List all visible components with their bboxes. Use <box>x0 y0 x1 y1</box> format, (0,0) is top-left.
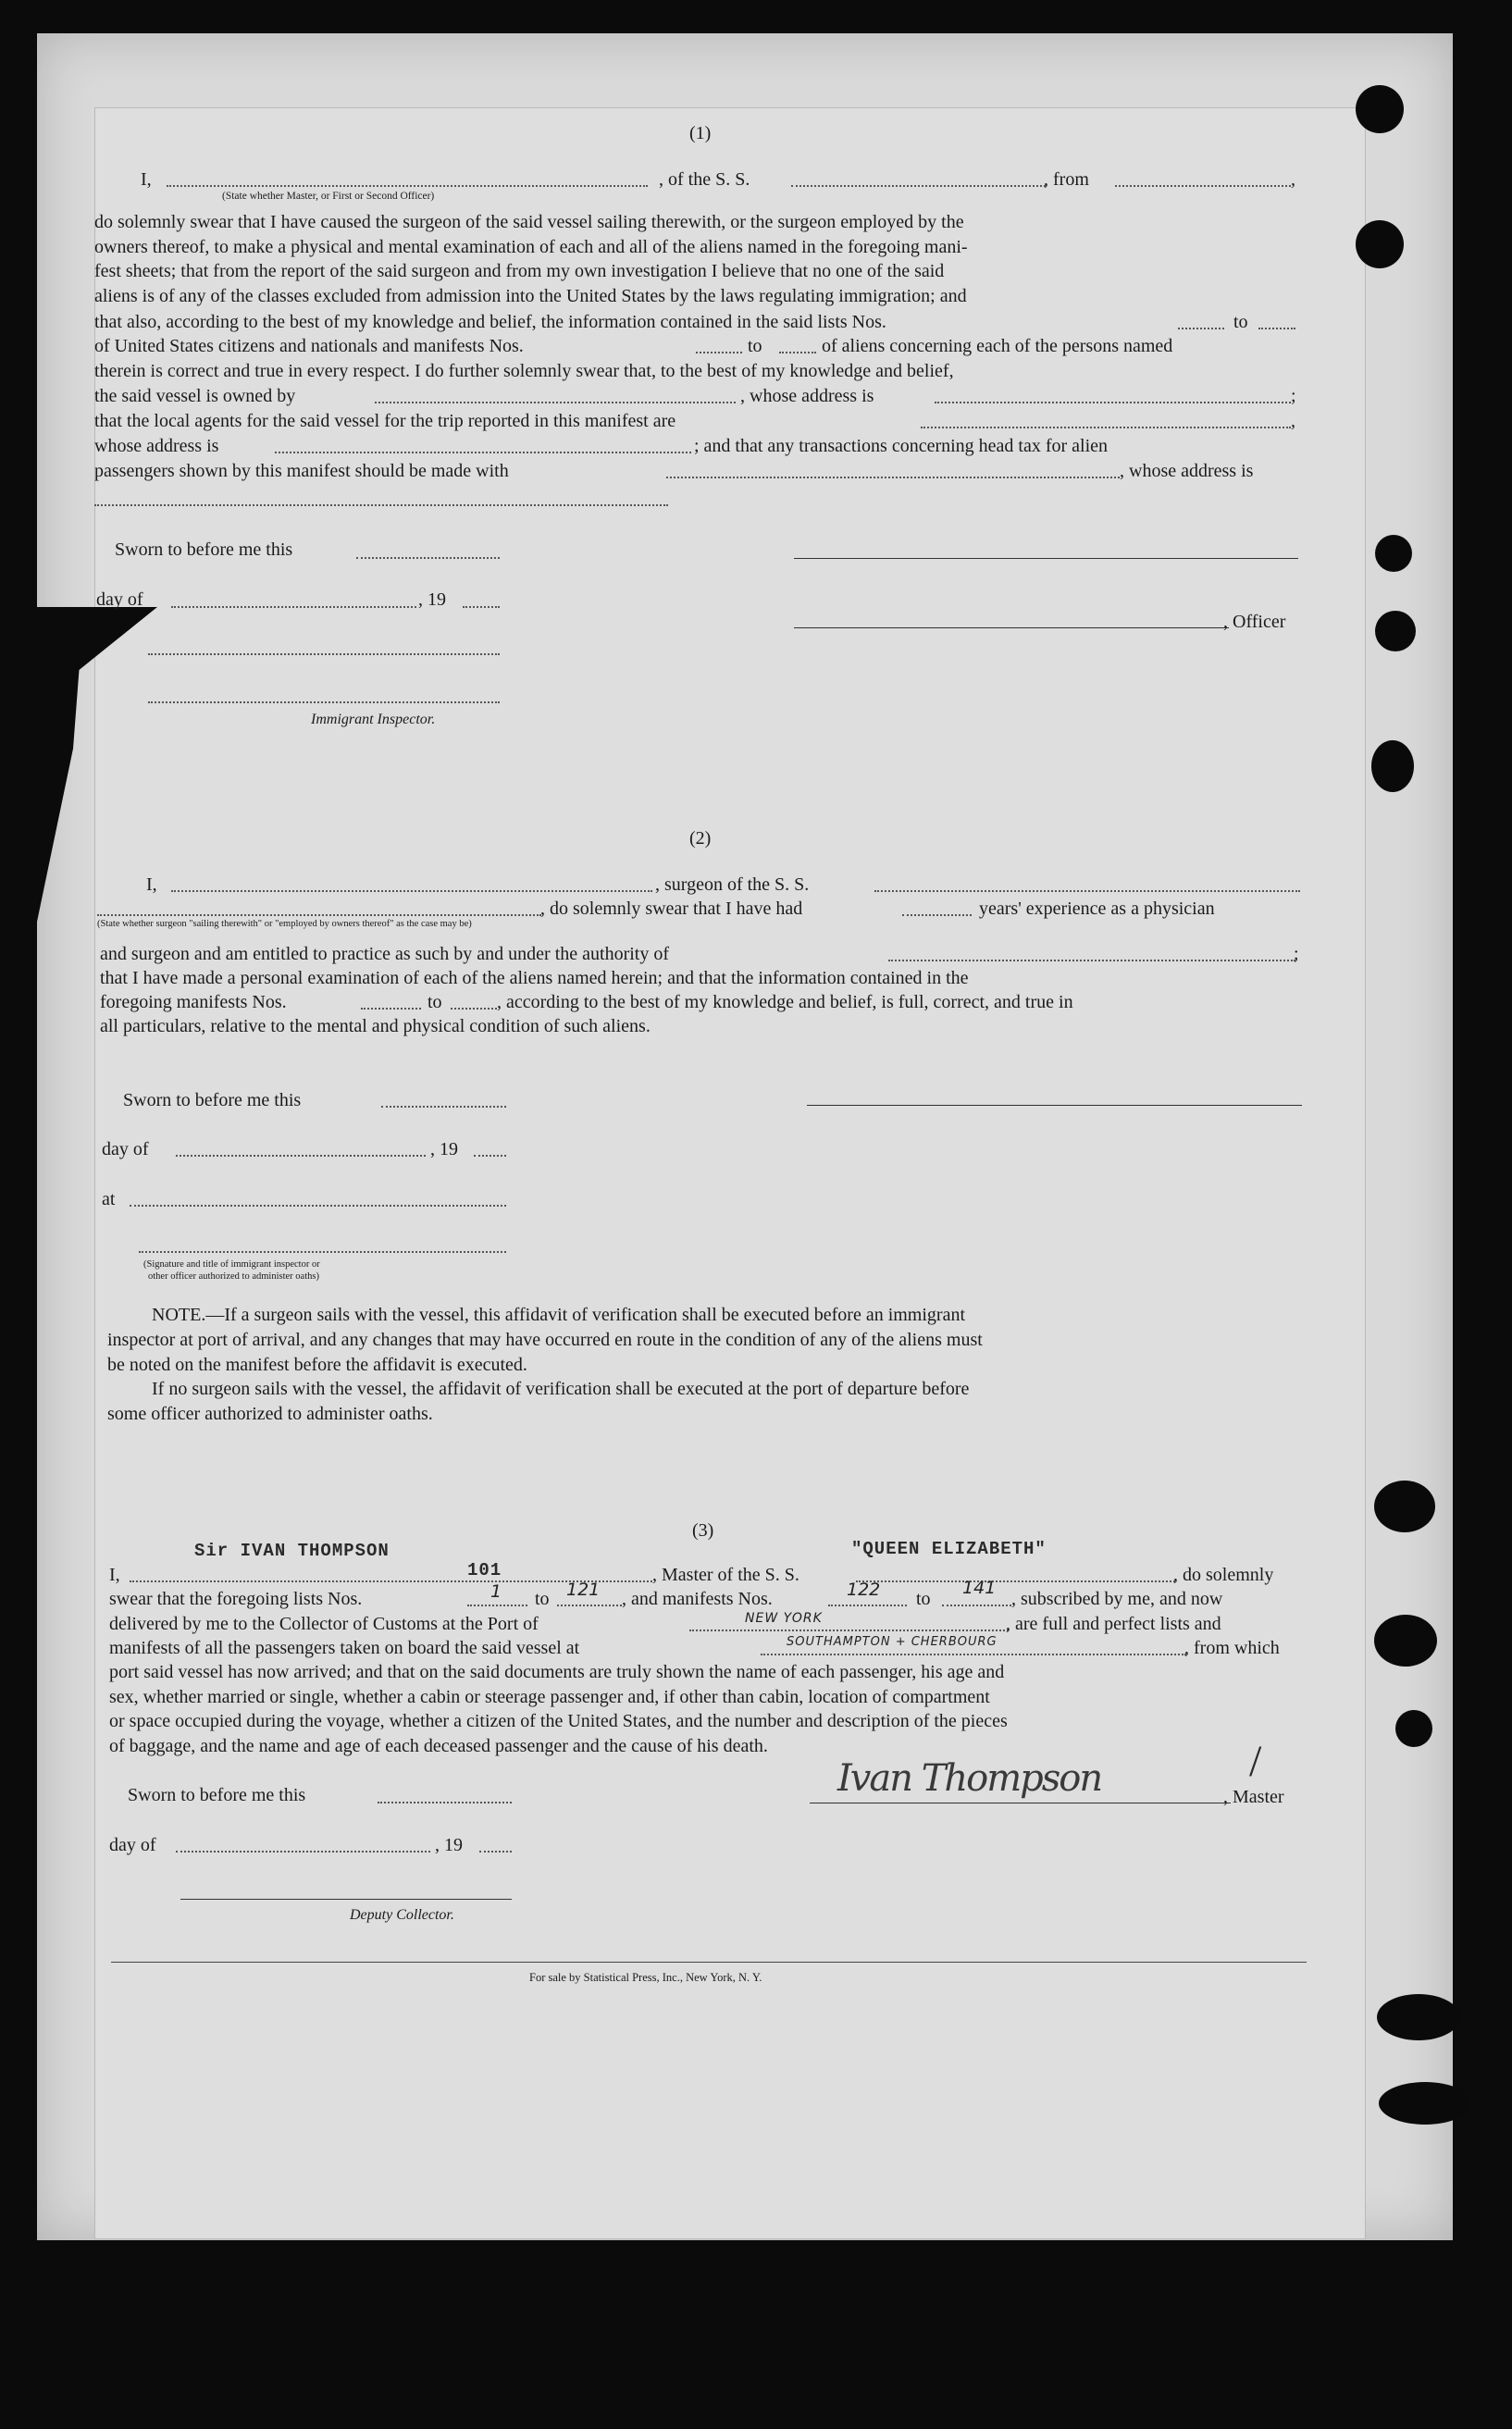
signature-note-1: (Signature and title of immigrant inspector or <box>143 1259 320 1270</box>
to-label-3b: to <box>916 1589 931 1609</box>
punch-hole <box>1375 611 1416 651</box>
body-line: fest sheets; that from the report of the said surgeon and from my own investigation I believe that no one of the said <box>94 261 945 281</box>
note-line-4: If no surgeon sails with the vessel, the affidavit of verification shall be executed at the port of departure before <box>152 1379 970 1399</box>
body-line: of United States citizens and nationals and manifests Nos. <box>94 336 524 356</box>
deputy-collector-line <box>180 1899 512 1900</box>
note-line-1 <box>152 1304 965 1326</box>
affidavit-3-i: I, <box>109 1565 120 1585</box>
surgeon-status-field <box>97 914 541 916</box>
manifests-of-all-label: manifests of all the passengers taken on board the said vessel at <box>109 1638 580 1658</box>
port-value: NEW YORK <box>745 1611 823 1626</box>
authority-field <box>888 960 1295 961</box>
sworn-label-3: Sworn to before me this <box>128 1785 306 1805</box>
agents-address-field <box>275 452 691 453</box>
delivered-label: delivered by me to the Collector of Customs at the Port of <box>109 1614 539 1634</box>
authorized-signature-line <box>139 1251 506 1253</box>
officer-label: , Officer <box>1223 612 1286 632</box>
punch-hole <box>1374 1615 1437 1667</box>
punch-hole <box>1377 1994 1460 2040</box>
sworn-date-field-2 <box>381 1106 506 1108</box>
punch-hole <box>1371 740 1414 792</box>
day-of-label-1: day of <box>96 589 143 610</box>
sworn-label-2: Sworn to before me this <box>123 1090 302 1110</box>
day-of-label-3: day of <box>109 1835 156 1855</box>
punch-hole <box>1356 85 1404 133</box>
do-solemnly-label-3: , do solemnly <box>1173 1565 1274 1585</box>
affidavit-1-body <box>94 210 1297 308</box>
body-line: whose address is <box>94 436 219 456</box>
surgeon-vessel-field <box>874 890 1300 892</box>
year-field-1 <box>463 606 500 608</box>
surgeon-of-label: , surgeon of the S. S. <box>655 874 810 895</box>
slash-mark: / <box>1249 1737 1262 1786</box>
day-field-1 <box>171 606 416 608</box>
body-line: that the local agents for the said vessel for the trip reported in this manifest are <box>94 411 676 431</box>
officer-signature-line <box>794 558 1298 559</box>
trailing-comma: , <box>1291 411 1295 431</box>
master-name: Sir IVAN THOMPSON <box>194 1541 390 1561</box>
punch-hole <box>1379 2082 1471 2125</box>
day-of-label-2: day of <box>102 1139 149 1159</box>
ports-boarded-field <box>761 1654 1186 1655</box>
examination-line: that I have made a personal examination of each of the aliens named herein; and that the information contained in the <box>100 968 969 988</box>
lists-from-field-3 <box>467 1605 527 1606</box>
sworn-label-1: Sworn to before me this <box>115 539 293 560</box>
sworn-date-field-3 <box>378 1802 512 1803</box>
foregoing-line: foregoing manifests Nos. <box>100 992 287 1012</box>
day-field-3 <box>176 1851 430 1853</box>
body-line: or space occupied during the voyage, whether a citizen of the United States, and the number and description of the pieces <box>109 1711 1008 1731</box>
master-signature: Ivan Thompson <box>837 1757 1102 1800</box>
manifests-from-value: 122 <box>847 1580 881 1600</box>
from-field <box>1115 185 1291 187</box>
owner-field <box>375 402 736 403</box>
according-line: , according to the best of my knowledge and belief, is full, correct, and true in <box>497 992 1073 1012</box>
manifests-to-field-3 <box>942 1605 1011 1606</box>
do-solemnly-label: , do solemnly swear that I have had <box>540 898 803 919</box>
affidavit-2-i: I, <box>146 874 157 895</box>
state-whether-note: (State whether Master, or First or Second Officer) <box>222 191 435 202</box>
swear-lists-label: swear that the foregoing lists Nos. <box>109 1589 363 1609</box>
manifests-from-field <box>696 352 742 353</box>
manifests-from-field-2 <box>361 1008 421 1010</box>
sworn-date-field-1 <box>356 557 500 559</box>
from-label: , from <box>1044 169 1089 190</box>
vessel-field <box>791 185 1046 187</box>
note-line-2: inspector at port of arrival, and any changes that may have occurred en route in the condition of any of the aliens must <box>107 1330 983 1350</box>
master-label: , Master <box>1223 1787 1284 1807</box>
whose-address-label: , whose address is <box>740 386 874 406</box>
from-which-label: , from which <box>1184 1638 1280 1658</box>
year-label-1: , 19 <box>418 589 446 610</box>
section-number-2: (2) <box>689 828 712 849</box>
note-label: NOTE. <box>152 1305 206 1325</box>
immigrant-inspector-label: Immigrant Inspector. <box>311 712 436 727</box>
affidavit-1-i: I, <box>141 169 152 190</box>
lists-to-field-3 <box>557 1605 622 1606</box>
owner-address-field <box>935 402 1291 403</box>
year-field-2 <box>474 1155 506 1157</box>
semicolon: ; <box>1291 386 1296 406</box>
lists-from-value: 1 <box>490 1581 502 1602</box>
ports-boarded-value: SOUTHAMPTON + CHERBOURG <box>787 1635 998 1649</box>
lists-to-field <box>1258 328 1295 329</box>
punch-hole <box>1356 220 1404 268</box>
lists-to-value: 121 <box>566 1580 601 1600</box>
body-line: the said vessel is owned by <box>94 386 296 406</box>
year-label-3: , 19 <box>435 1835 463 1855</box>
note-text: —If a surgeon sails with the vessel, this affidavit of verification shall be executed before an immigrant <box>205 1305 966 1325</box>
master-code: 101 <box>467 1560 502 1580</box>
head-tax-party-field <box>666 477 1120 478</box>
vessel-name-field <box>856 1580 1175 1582</box>
manifests-from-field-3 <box>828 1605 907 1606</box>
particulars-line: all particulars, relative to the mental and physical condition of such aliens. <box>100 1016 651 1036</box>
subscribed-label: , subscribed by me, and now <box>1011 1589 1223 1609</box>
punch-hole <box>1374 1481 1435 1532</box>
to-label: to <box>1233 312 1248 332</box>
note-line-3: be noted on the manifest before the affidavit is executed. <box>107 1355 527 1375</box>
manifests-to-field <box>779 352 816 353</box>
body-line: sex, whether married or single, whether a cabin or steerage passenger and, if other than cabin, location of compartment <box>109 1686 990 1707</box>
to-label-3: to <box>535 1589 550 1609</box>
day-field-2 <box>176 1155 426 1157</box>
and-manifests-label: , and manifests Nos. <box>622 1589 773 1609</box>
body-line: of baggage, and the name and age of each deceased passenger and the cause of his death. <box>109 1735 768 1756</box>
of-ss-label: , of the S. S. <box>659 169 750 190</box>
surgeon-state-note: (State whether surgeon "sailing therewith" or "employed by owners thereof" as the case may be) <box>97 919 472 929</box>
officer-title-line <box>794 627 1229 628</box>
at-label: at <box>102 1189 116 1209</box>
years-experience-label: years' experience as a physician <box>979 898 1215 919</box>
body-line: owners thereof, to make a physical and mental examination of each and all of the aliens named in the foregoing mani- <box>94 236 968 257</box>
manifests-to-value: 141 <box>962 1578 997 1598</box>
body-line: port said vessel has now arrived; and that on the said documents are truly shown the name of each passenger, his age and <box>109 1662 1005 1682</box>
inspector-place-field <box>148 653 500 655</box>
deputy-collector-label: Deputy Collector. <box>350 1907 454 1923</box>
inspector-signature-line <box>148 701 500 703</box>
at-field <box>130 1205 506 1207</box>
whose-address-label: , whose address is <box>1120 461 1254 481</box>
name-field <box>167 185 648 187</box>
body-line: aliens is of any of the classes excluded from admission into the United States by the laws regulating immigration; and <box>94 285 967 306</box>
agents-field <box>921 427 1291 428</box>
of-aliens-label: of aliens concerning each of the persons named <box>822 336 1173 356</box>
vessel-name: "QUEEN ELIZABETH" <box>851 1539 1047 1559</box>
head-tax-address-field <box>94 504 668 506</box>
body-line: that also, according to the best of my knowledge and belief, the information contained in the said lists Nos. <box>94 312 886 332</box>
manifests-to-field-2 <box>451 1008 497 1010</box>
note-line-5: some officer authorized to administer oaths. <box>107 1404 433 1424</box>
lists-from-field <box>1178 328 1224 329</box>
affidavit-3-body <box>109 1660 1308 1758</box>
head-tax-label: ; and that any transactions concerning head tax for alien <box>694 436 1109 456</box>
to-label: to <box>748 336 762 356</box>
trailing-comma: , <box>1291 169 1295 190</box>
body-line: do solemnly swear that I have caused the surgeon of the said vessel sailing therewith, or the surgeon employed by the <box>94 212 964 232</box>
body-line: therein is correct and true in every respect. I do further solemnly swear that, to the best of my knowledge and belief, <box>94 361 954 381</box>
section-number-3: (3) <box>692 1520 714 1541</box>
printer-credit: For sale by Statistical Press, Inc., New York, N. Y. <box>529 1971 762 1984</box>
section-number-1: (1) <box>689 123 712 143</box>
master-of-label: , Master of the S. S. <box>652 1565 799 1585</box>
surgeon-signature-line <box>807 1105 1302 1106</box>
punch-hole <box>1375 535 1412 572</box>
years-field <box>902 914 972 916</box>
punch-hole <box>1395 1710 1432 1747</box>
year-label-2: , 19 <box>430 1139 458 1159</box>
authority-line: and surgeon and am entitled to practice as such by and under the authority of <box>100 944 669 964</box>
body-line: passengers shown by this manifest should be made with <box>94 461 509 481</box>
semicolon: ; <box>1294 944 1299 964</box>
surgeon-name-field <box>171 890 652 892</box>
full-perfect-label: , are full and perfect lists and <box>1006 1614 1221 1634</box>
signature-note-2: other officer authorized to administer oaths) <box>148 1271 319 1282</box>
to-label-2: to <box>428 992 442 1012</box>
footer-rule <box>111 1962 1307 1963</box>
year-field-3 <box>479 1851 512 1853</box>
